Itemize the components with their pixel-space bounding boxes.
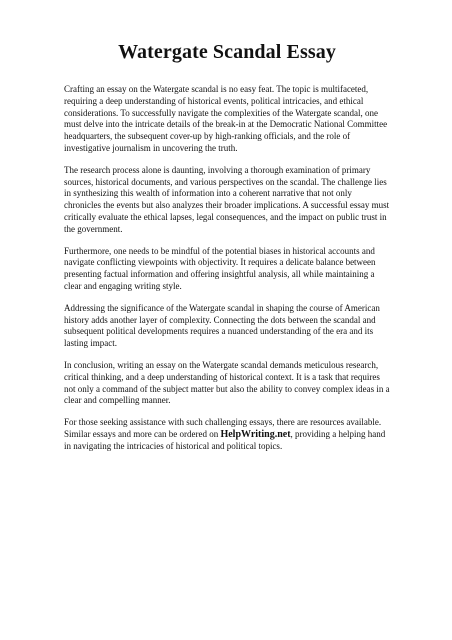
- closing-text-after: , providing a helping hand in navigating the intricacies of historical and political topics.: [64, 428, 386, 451]
- paragraph-intro: Crafting an essay on the Watergate scandal is no easy feat. The topic is multifaceted, requiring a deep understanding of historical events, political intricacies, and ethical considerations. To successfully navigate the complexities of the Watergate scandal, one must delve into the intricate details of the break-in at the Democratic National Committee headquarters, the subsequent cover-up by high-ranking officials, and the role of investigative journalism in uncovering the truth.: [64, 84, 388, 153]
- paragraph-research: The research process alone is daunting, involving a thorough examination of primary sources, historical documents, and various perspectives on the scandal. The challenge lies in synthesizing this wealth of information into a coherent narrative that not only chronicles the events but also analyzes their broader implications. A successful essay must critically evaluate the ethical lapses, legal consequences, and the impact on public trust in the government.: [64, 164, 390, 234]
- paragraph-closing: [64, 417, 390, 452]
- paragraph-biases: Furthermore, one needs to be mindful of the potential biases in historical accounts and navigate conflicting viewpoints with objectivity. It requires a delicate balance between presenting factual information and offering insightful analysis, all while maintaining a clear and engaging writing style.: [64, 245, 376, 291]
- document-title: Watergate Scandal Essay: [118, 41, 336, 63]
- helpwriting-link[interactable]: HelpWriting.net: [220, 428, 291, 440]
- closing-text-before: For those seeking assistance with such challenging essays, there are resources available. Similar essays and more can be ordered on: [64, 417, 382, 439]
- paragraph-significance: Addressing the significance of the Watergate scandal in shaping the course of American history adds another layer of complexity. Connecting the dots between the scandal and subsequent political developments requires a nuanced understanding of the era and its lasting impact.: [64, 302, 380, 349]
- paragraph-conclusion: In conclusion, writing an essay on the Watergate scandal demands meticulous research, critical thinking, and a deep understanding of historical context. It is a task that requires not only a command of the subject matter but also the ability to convey complex ideas in a clear and compelling manner.: [64, 359, 390, 406]
